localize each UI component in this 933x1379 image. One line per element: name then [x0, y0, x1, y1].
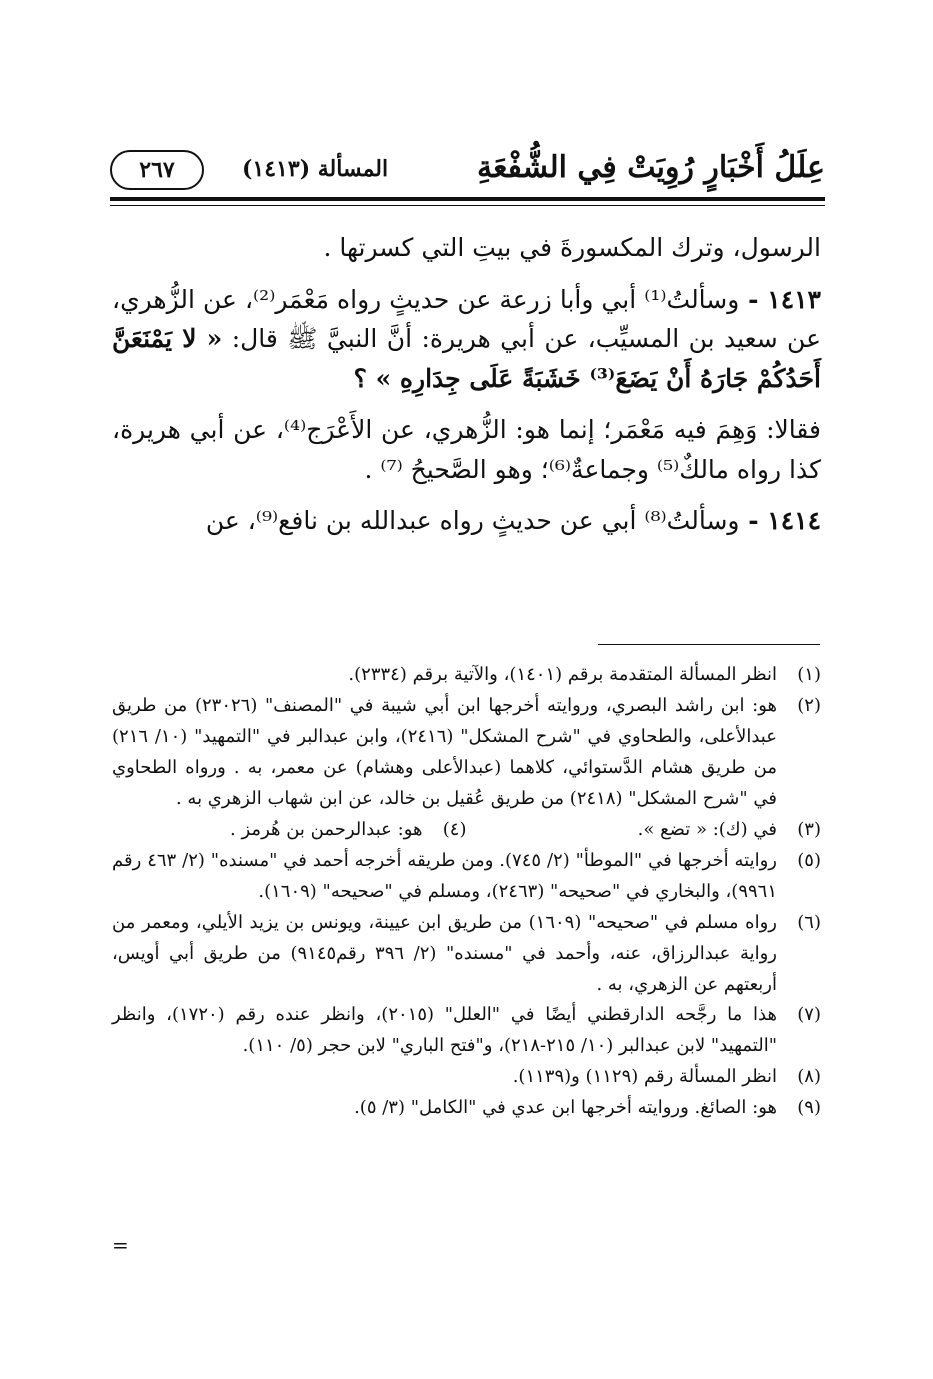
- hadith-text: « لا يَمْنَعَنَّ أَحَدُكُمْ جَارَهُ أَنْ يَضَعَ⁽³⁾ خَشَبَةً عَلَى جِدَارِهِ » ؟: [112, 324, 821, 393]
- issue-number-1413: ١٤١٣ -: [739, 284, 821, 314]
- footnote: [112, 1093, 821, 1124]
- footnote-number: (٤): [442, 818, 467, 840]
- paragraph-1414-text: وسألتُ⁽⁸⁾ أبي عن حديثٍ رواه عبدالله بن نافع⁽⁹⁾، عن: [205, 506, 740, 535]
- footnote-text: في (ك): « تضع ».: [637, 818, 777, 840]
- footnote-number: (٩): [797, 1097, 821, 1119]
- footnote-number: (٣): [797, 818, 821, 840]
- footnote-separator: [598, 644, 820, 645]
- page-header: [110, 150, 825, 190]
- footnote-text: رواه مسلم في "صحيحه" (١٦٠٩) من طريق ابن عيينة، ويونس بن يزيد الأيلي، ومعمر من رواية عبدالرزاق، عنه، وأحمد في "مسنده" (٢/ ٣٩٦ رقم٩١٤٥) من طريق أبي أويس، أربعتهم عن الزهري، به .: [112, 911, 777, 995]
- footnote-text: روايته أخرجها في "الموطأ" (٢/ ٧٤٥). ومن طريقه أخرجه أحمد في "مسنده" (٢/ ٤٦٣ رقم ٩٩٦١)، والبخاري في "صحيحه" (٢٤٦٣)، ومسلم في "صحيحه" (١٦٠٩).: [112, 849, 777, 902]
- footnote: [112, 1062, 821, 1093]
- footnote-number: (٨): [797, 1066, 821, 1088]
- footnote: [112, 691, 821, 815]
- issue-number-1414: ١٤١٤ -: [739, 506, 821, 535]
- footnote-number: (٦): [797, 911, 821, 933]
- footnote-row: [112, 815, 821, 846]
- footnote-text: هو: الصائغ. وروايته أخرجها ابن عدي في "الكامل" (٣/ ٥).: [354, 1097, 777, 1119]
- footnote: [112, 846, 821, 908]
- paragraph-1: الرسول، وترك المكسورةَ في بيتِ التي كسرتها .: [323, 233, 821, 262]
- paragraph-answer: فقالا: وَهِمَ فيه مَعْمَر؛ إنما هو: الزُّهري، عن الأَعْرَج⁽⁴⁾، عن أبي هريرة، كذا رواه مالكٌ⁽⁵⁾ وجماعةٌ⁽⁶⁾؛ وهو الصَّحيحُ ⁽⁷⁾ .: [112, 415, 822, 484]
- footnote-number: (٢): [797, 694, 821, 716]
- footnote-text: هو: ابن راشد البصري، وروايته أخرجها ابن أبي شيبة في "المصنف" (٢٣٠٢٦) من طريق عبدالأعلى، والطحاوي في "شرح المشكل" (٢٤١٦)، وابن عبدالبر في "التمهيد" (١٠/ ٢١٦) من طريق هشام الدَّستوائي، كلاهما (عبدالأعلى وهشام) عن معمر، به . ورواه الطحاوي في "شرح المشكل" (٢٤١٨) من طريق عُقيل بن خالد، عن ابن شهاب الزهري به .: [112, 694, 777, 809]
- footnote-number: (٧): [797, 1004, 821, 1026]
- main-text: [112, 228, 821, 553]
- footnote-number: (٥): [797, 849, 821, 871]
- footnote: [467, 815, 822, 846]
- footnote-text: هو: عبدالرحمن بن هُرمز .: [230, 818, 423, 840]
- issue-label: المسألة (١٤١٣): [242, 156, 389, 182]
- footnote: [112, 815, 467, 846]
- footnotes: [112, 660, 821, 1124]
- paragraph-1413: [112, 280, 821, 399]
- page-number-badge: ٢٦٧: [110, 150, 204, 190]
- paragraph-1414: [112, 501, 821, 541]
- footnote-text: انظر المسألة رقم (١١٢٩) و(١١٣٩).: [512, 1066, 777, 1088]
- footnote-text: هذا ما رجَّحه الدارقطني أيضًا في "العلل" (٢٠١٥)، وانظر عنده رقم (١٧٢٠)، وانظر "التمهيد" لابن عبدالبر (١٠/ ٢١٥-٢١٨)، و"فتح الباري" لابن حجر (٥/ ١١٠).: [112, 1004, 777, 1057]
- footnote: [112, 908, 821, 1001]
- footnote-text: انظر المسألة المتقدمة برقم (١٤٠١)، والآتية برقم (٢٣٣٤).: [348, 664, 777, 685]
- continuation-mark: =: [112, 1233, 129, 1257]
- header-rule-thick: [110, 197, 825, 201]
- header-rule-thin: [110, 205, 825, 206]
- book-title: عِلَلُ أَخْبَارٍ رُوِيَتْ فِي الشُّفْعَةِ: [477, 150, 825, 185]
- footnote: [112, 1000, 821, 1062]
- footnote-number: (١): [797, 664, 821, 685]
- footnote: [112, 660, 821, 691]
- paragraph-1413-text: وسألتُ⁽¹⁾ أبي وأبا زرعة عن حديثٍ رواه مَعْمَر⁽²⁾، عن الزُّهري، عن سعيد بن المسيِّب، عن أبي هريرة: أنَّ النبيَّ ﷺ قال:: [112, 284, 822, 353]
